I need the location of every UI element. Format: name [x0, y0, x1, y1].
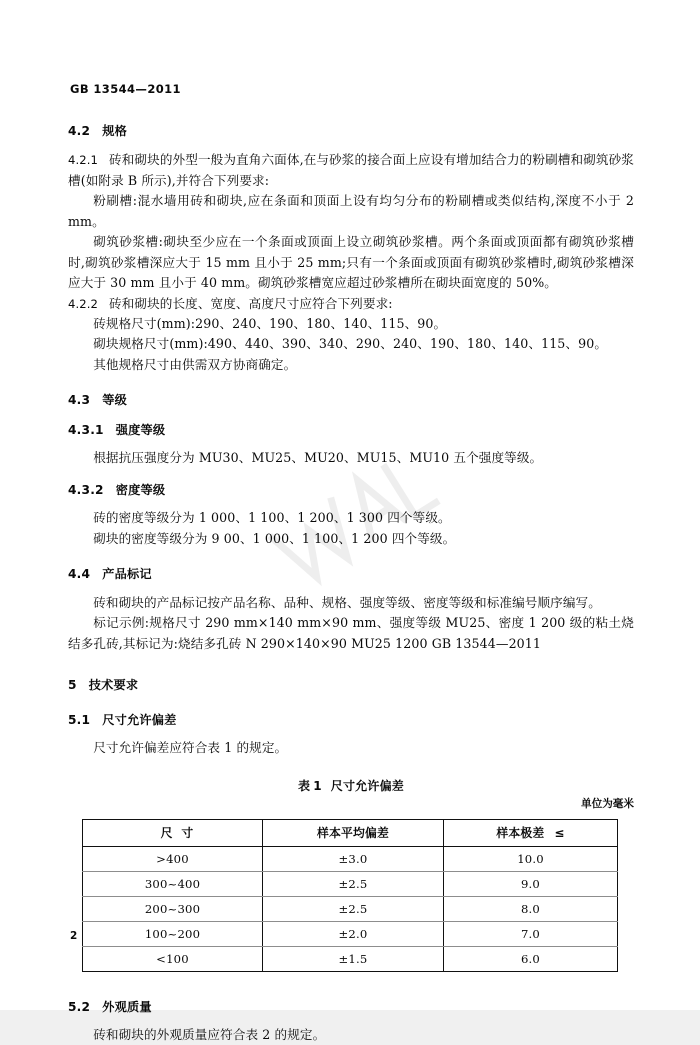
cell-range: 8.0	[444, 896, 618, 921]
column-header-range-operator: ≤	[554, 826, 565, 841]
heading-4-4-number: 4.4	[68, 566, 91, 581]
paragraph-4-2-2-number: 4.2.2	[68, 296, 98, 311]
standard-code-header: GB 13544—2011	[70, 82, 181, 96]
table-1-caption-label: 表	[298, 778, 311, 793]
table-dimensional-deviation	[82, 819, 618, 972]
column-header-size	[83, 819, 263, 846]
paragraph-5-1-text: 尺寸允许偏差应符合表 1 的规定。	[93, 740, 288, 756]
paragraph-other-sizes: 其他规格尺寸由供需双方协商确定。	[93, 356, 297, 372]
column-header-size-char1: 尺	[160, 826, 182, 841]
paragraph-4-2-1-text: 砖和砌块的外型一般为直角六面体,在与砂浆的接合面上应设有增加结合力的粉刷槽和砌筑砂浆槽(如附录 B 所示),并符合下列要求:	[68, 152, 634, 188]
paragraph-plaster-groove: 粉刷槽:混水墙用砖和砌块,应在条面和顶面上设有均匀分布的粉刷槽或类似结构,深度不小于 2 mm。	[68, 193, 634, 229]
paragraph-4-2-2	[68, 294, 634, 315]
heading-4-3-number: 4.3	[68, 392, 91, 407]
cell-range: 7.0	[444, 921, 618, 946]
paragraph-block-sizes: 砌块规格尺寸(mm):490、440、390、340、290、240、190、180、140、115、90。	[93, 336, 608, 352]
heading-5-2	[68, 998, 634, 1015]
cell-mean-deviation: ±2.5	[263, 896, 444, 921]
column-header-mean-deviation: 样本平均偏差	[263, 819, 444, 846]
table-body	[83, 846, 618, 971]
heading-5-title: 技术要求	[88, 678, 139, 693]
cell-mean-deviation: ±2.5	[263, 871, 444, 896]
table-1-caption-number: 1	[313, 778, 322, 793]
heading-4-3-2	[68, 481, 634, 498]
cell-size: 200~300	[83, 896, 263, 921]
table-row	[83, 921, 618, 946]
heading-4-2-title: 规格	[102, 124, 127, 138]
table-1-unit-note: 单位为毫米	[581, 797, 634, 810]
paragraph-4-2-1-number: 4.2.1	[68, 153, 98, 167]
cell-mean-deviation: ±1.5	[263, 946, 444, 971]
heading-4-3-1	[68, 421, 634, 438]
cell-range: 6.0	[444, 946, 618, 971]
paragraph-product-marking-example: 标记示例:规格尺寸 290 mm×140 mm×90 mm、强度等级 MU25、密度 1 200 级的粘土烧结多孔砖,其标记为:烧结多孔砖 N 290×140×90 MU25 1200 GB 13544—2011	[68, 615, 634, 651]
table-row	[83, 946, 618, 971]
heading-5-1-title: 尺寸允许偏差	[102, 713, 177, 728]
cell-size: <100	[83, 946, 263, 971]
heading-4-2	[68, 122, 634, 139]
heading-5-number: 5	[68, 678, 77, 693]
heading-5-1-number: 5.1	[68, 713, 91, 728]
heading-4-4	[68, 565, 634, 582]
paragraph-product-marking-rule: 砖和砌块的产品标记按产品名称、品种、规格、强度等级、密度等级和标准编号顺序编写。	[93, 594, 601, 610]
paragraph-strength-grades: 根据抗压强度分为 MU30、MU25、MU20、MU15、MU10 五个强度等级。	[93, 449, 543, 465]
cell-range: 9.0	[444, 871, 618, 896]
cell-size: 100~200	[83, 921, 263, 946]
heading-4-4-title: 产品标记	[102, 566, 152, 581]
cell-mean-deviation: ±2.0	[263, 921, 444, 946]
cell-size: >400	[83, 846, 263, 871]
page-number: 2	[70, 930, 78, 942]
heading-5-2-number: 5.2	[68, 999, 91, 1014]
column-header-range-text: 样本极差	[496, 826, 545, 841]
column-header-range	[444, 819, 618, 846]
table-1-caption-title: 尺寸允许偏差	[330, 778, 404, 793]
table-1-caption-row	[68, 777, 634, 810]
table-row	[83, 846, 618, 871]
table-1-caption	[68, 777, 634, 794]
heading-5-2-title: 外观质量	[102, 999, 152, 1014]
table-1-wrapper	[82, 819, 617, 972]
table-row	[83, 871, 618, 896]
table-row	[83, 896, 618, 921]
heading-4-3-1-number: 4.3.1	[68, 422, 104, 437]
cell-mean-deviation: ±3.0	[263, 846, 444, 871]
paragraph-brick-density-grades: 砖的密度等级分为 1 000、1 100、1 200、1 300 四个等级。	[93, 510, 451, 526]
cell-range: 10.0	[444, 846, 618, 871]
heading-5	[68, 676, 634, 693]
paragraph-mortar-groove: 砌筑砂浆槽:砌块至少应在一个条面或顶面上设立砌筑砂浆槽。两个条面或顶面都有砌筑砂浆槽时,砌筑砂浆槽深应大于 15 mm 且小于 25 mm;只有一个条面或顶面有砌筑砂浆槽时,砌筑砂浆槽深应大于 30 mm 且小于 40 mm。砌筑砂浆槽宽应超过砂浆槽所在砌块面宽度的 50%。	[68, 234, 634, 290]
heading-4-3-2-title: 密度等级	[115, 483, 166, 498]
paragraph-5-2-text: 砖和砌块的外观质量应符合表 2 的规定。	[93, 1026, 326, 1042]
table-header-row	[83, 819, 618, 846]
paragraph-brick-sizes: 砖规格尺寸(mm):290、240、190、180、140、115、90。	[93, 316, 447, 331]
heading-4-2-number: 4.2	[68, 124, 91, 138]
heading-4-3-title: 等级	[102, 392, 127, 407]
heading-4-3-1-title: 强度等级	[115, 422, 166, 437]
column-header-size-char2: 寸	[181, 826, 194, 841]
heading-5-1	[68, 711, 634, 728]
paragraph-4-2-2-text: 砖和砌块的长度、宽度、高度尺寸应符合下列要求:	[109, 295, 393, 311]
heading-4-3-2-number: 4.3.2	[68, 483, 104, 498]
document-body	[68, 122, 634, 1045]
cell-size: 300~400	[83, 871, 263, 896]
paragraph-4-2-1	[68, 150, 634, 191]
paragraph-block-density-grades: 砌块的密度等级分为 9 00、1 000、1 100、1 200 四个等级。	[93, 530, 456, 546]
heading-4-3	[68, 391, 634, 408]
